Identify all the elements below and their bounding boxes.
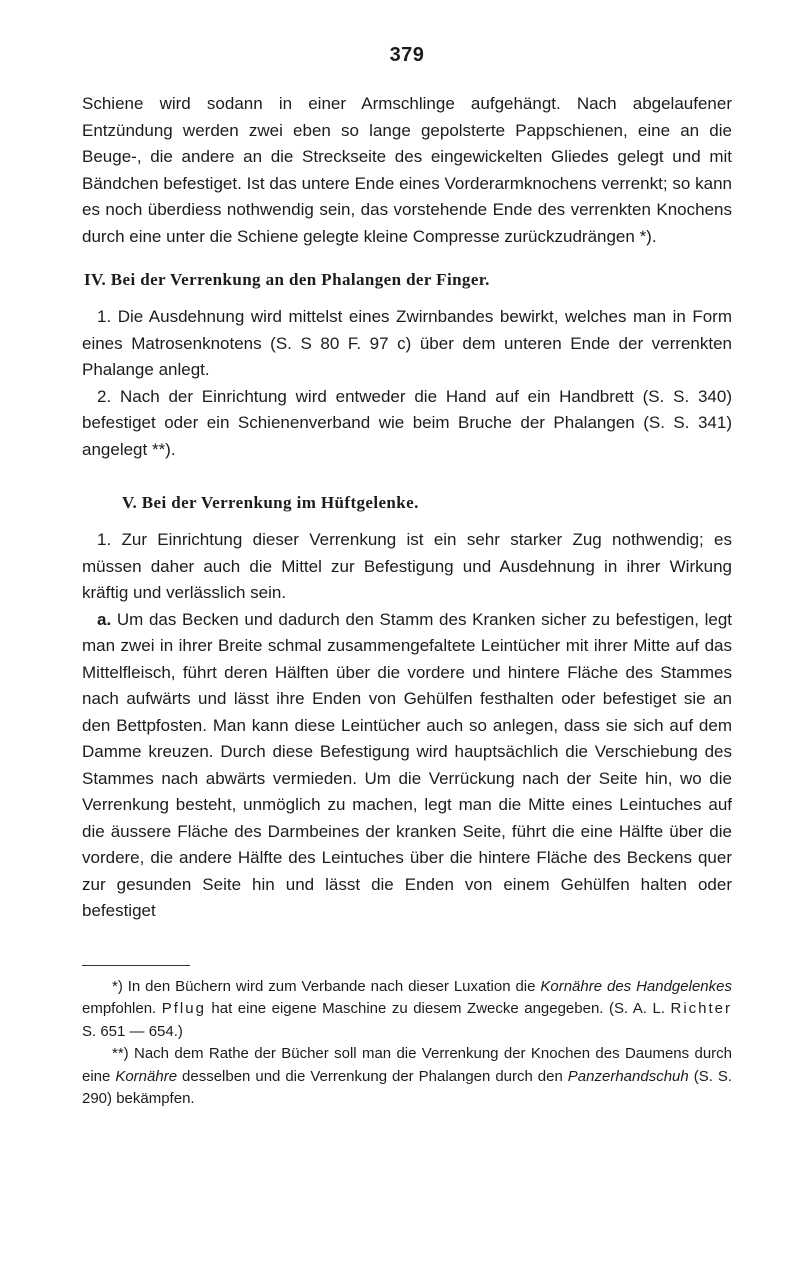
footnotes [82,976,732,1111]
footnote-divider [82,965,190,966]
footnote-text: desselben und die Verrenkung der Phalangen durch den [177,1067,568,1085]
section-v-paragraph-a [82,607,732,925]
page-number: 379 [389,44,425,66]
footnote-italic: Panzerhandschuh [567,1067,689,1085]
section-iv-paragraph-2: 2. Nach der Einrichtung wird entweder die Hand auf ein Handbrett (S. S. 340) befestiget oder ein Schienenverband wie beim Bruche der Phalangen (S. S. 341) angelegt **). [82,386,732,459]
footnote-italic: Kornähre [115,1067,178,1085]
footnote-text: **) Nach dem Rathe der Bücher soll man die Verrenkung der Knochen des Daumens durch eine [82,1045,732,1085]
item-marker: a. [97,609,112,629]
footnote-text: hat eine eigene Maschine zu diesem Zwecke angegeben. (S. A. L. [205,1000,671,1017]
footnote-text: (S. S. 290) bekämpfen. [82,1067,732,1107]
footnote-1 [82,976,732,1044]
section-v-paragraph-a-text: Um das Becken und dadurch den Stamm des Kranken sicher zu befestigen, legt man zwei in ihrer Breite schmal zusammengefaltete Leintücher mit ihrer Mitte auf das Mittelfleisch, führt deren Hälften über die vordere und hintere Fläche des Stammes nach aufwärts und lässt ihre Enden von Gehülfen festhalten oder befestiget sie an den Bettpfosten. Man kann diese Leintücher auch so anlegen, dass sie sich auf dem Damme kreuzen. Durch diese Befestigung wird hauptsächlich die Verschiebung des Stammes nach abwärts vermieden. Um die Verrückung nach der Seite hin, wo die Verrenkung besteht, unmöglich zu machen, legt man die Mitte eines Leintuches auf die äussere Fläche des Darmbeines der kranken Seite, führt die eine Hälfte über die vordere, die andere Hälfte des Leintuches über die hintere Fläche des Beckens quer zur gesunden Seite hin und lässt die Enden von einem Gehülfen halten oder befestiget [82,609,732,920]
section-v-paragraph-1: 1. Zur Einrichtung dieser Verrenkung ist ein sehr starker Zug nothwendig; es müssen daher auch die Mittel zur Befestigung und Ausdehnung in ihrer Wirkung kräftig und verlässlich sein. [82,530,732,602]
footnote-author: Pflug [161,1000,206,1017]
section-iv-paragraph-1: 1. Die Ausdehnung wird mittelst eines Zwirnbandes bewirkt, welches man in Form eines Matrosenknotens (S. S 80 F. 97 c) über dem unteren Ende der verrenkten Phalange anlegt. [82,307,732,379]
section-heading-v: V. Bei der Verrenkung im Hüftgelenke. [122,493,419,512]
intro-paragraph: Schiene wird sodann in einer Armschlinge aufgehängt. Nach abgelaufener Entzündung werden zwei eben so lange gepolsterte Pappschienen, eine an die Beuge-, die andere an die Streckseite des eingewickelten Gliedes gelegt und mit Bändchen befestiget. Ist das untere Ende eines Vorderarmknochens verrenkt; so kann es noch überdiess nothwendig sein, das vorstehende Ende des verrenkten Knochens durch eine unter die Schiene gelegte kleine Compresse zurückzudrängen *). [82,94,732,246]
footnote-text: S. 651 — 654.) [82,1022,183,1040]
section-heading-iv: IV. Bei der Verrenkung an den Phalangen der Finger. [84,270,490,289]
footnote-2 [82,1043,732,1111]
footnote-text: *) In den Büchern wird zum Verbande nach dieser Luxation die [112,977,541,995]
footnote-italic: Kornähre des Handgelenkes [540,977,732,995]
footnote-text: empfohlen. [82,1000,162,1017]
footnote-author: Richter [670,1000,732,1017]
